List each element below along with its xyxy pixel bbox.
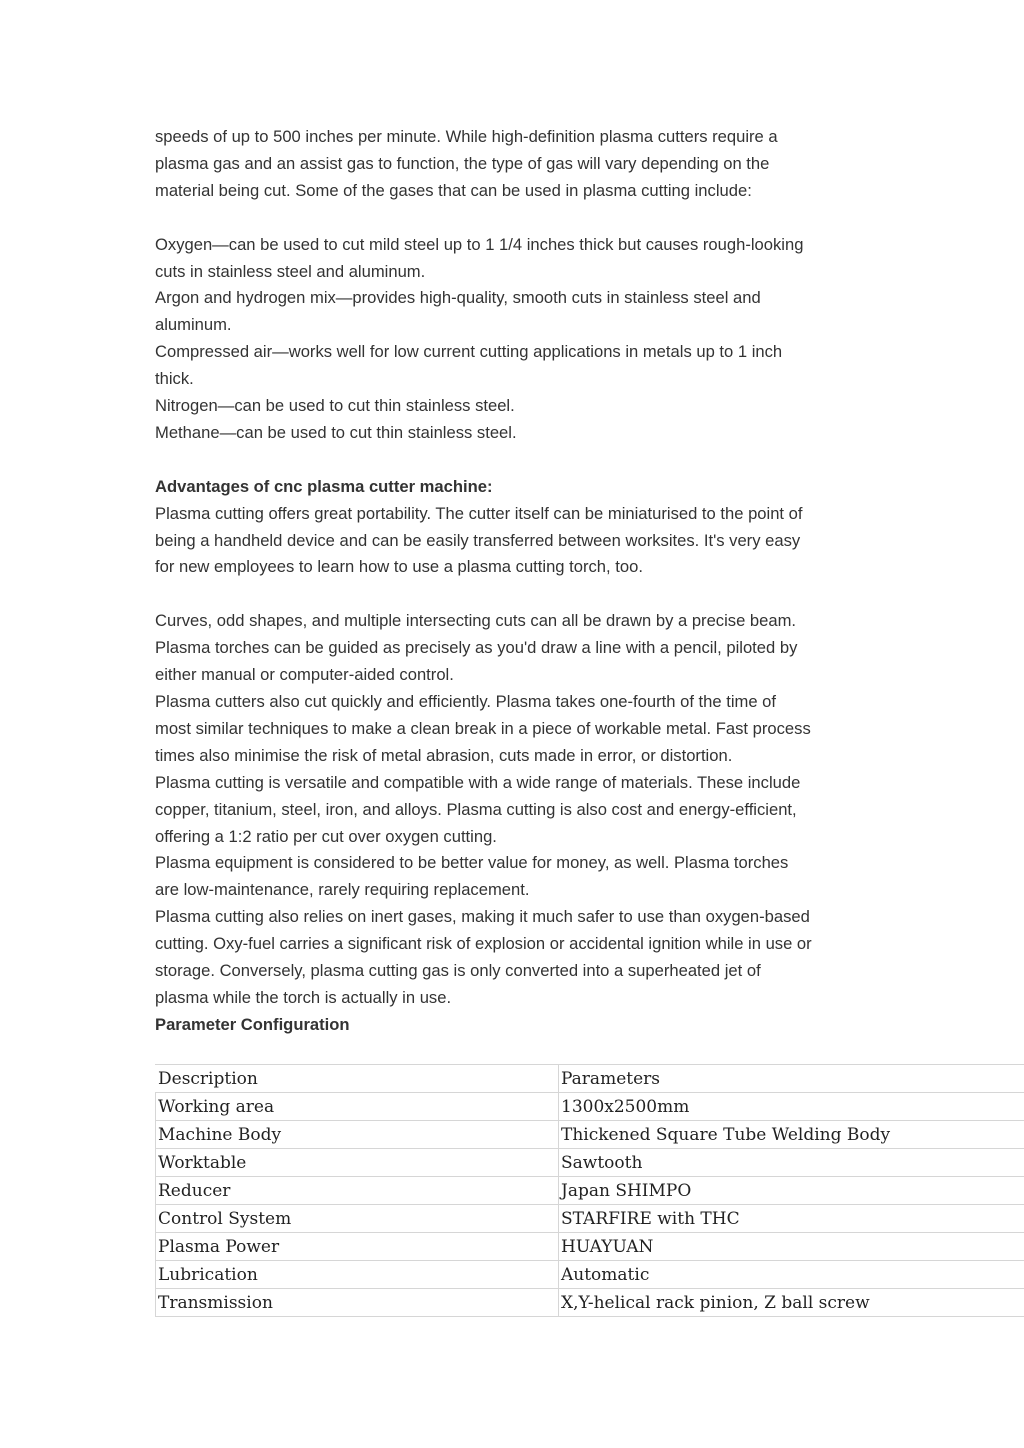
text-line: either manual or computer-aided control. (155, 665, 454, 685)
table-row (156, 1149, 1024, 1177)
text-line: speeds of up to 500 inches per minute. While high-definition plasma cutters require a (155, 127, 778, 146)
table-row (156, 1093, 1024, 1121)
table-row (156, 1121, 1024, 1149)
text-line: are low-maintenance, rarely requiring replacement. (155, 880, 530, 900)
text-line: storage. Conversely, plasma cutting gas is only converted into a superheated jet of (155, 961, 761, 981)
table-cell-parameter: Automatic (559, 1261, 1024, 1289)
table-row (156, 1289, 1024, 1317)
text-line: Plasma cutting also relies on inert gases, making it much safer to use than oxygen-based (155, 907, 810, 927)
text-line: copper, titanium, steel, iron, and alloys. Plasma cutting is also cost and energy-efficient, (155, 799, 797, 819)
parameter-heading: Parameter Configuration (155, 1014, 350, 1034)
text-line: plasma while the torch is actually in use. (155, 987, 452, 1007)
table-row (156, 1261, 1024, 1289)
text-line: aluminum. (155, 315, 232, 335)
table-cell-parameter: Sawtooth (559, 1149, 1024, 1177)
text-line: cutting. Oxy-fuel carries a significant risk of explosion or accidental ignition while in use or (155, 934, 812, 954)
table-header-row (156, 1065, 1024, 1093)
text-line: Nitrogen—can be used to cut thin stainless steel. (155, 396, 515, 416)
table-header-cell: Parameters (559, 1065, 1024, 1093)
details-paragraph (155, 608, 875, 1012)
table-cell-description: Transmission (156, 1289, 559, 1317)
table-row (156, 1205, 1024, 1233)
advantages-paragraph (155, 501, 875, 582)
article-body (155, 124, 875, 1039)
table-cell-description: Reducer (156, 1177, 559, 1205)
text-line: Compressed air—works well for low current cutting applications in metals up to 1 inch (155, 342, 783, 362)
text-line: offering a 1:2 ratio per cut over oxygen cutting. (155, 826, 497, 846)
table-header-cell: Description (156, 1065, 559, 1093)
table-row (156, 1233, 1024, 1261)
text-line: Plasma cutting is versatile and compatible with a wide range of materials. These include (155, 772, 801, 792)
table-cell-description: Lubrication (156, 1261, 559, 1289)
text-line: plasma gas and an assist gas to function, the type of gas will vary depending on the (155, 153, 770, 173)
text-line: for new employees to learn how to use a plasma cutting torch, too. (155, 557, 643, 577)
text-line: Plasma cutters also cut quickly and efficiently. Plasma takes one-fourth of the time of (155, 691, 777, 711)
document-page (155, 124, 1024, 1039)
paragraph-spacer (155, 447, 875, 474)
table-cell-parameter: Thickened Square Tube Welding Body (559, 1121, 1024, 1149)
table-cell-parameter: X,Y-helical rack pinion, Z ball screw (559, 1289, 1024, 1317)
table-cell-description: Worktable (156, 1149, 559, 1177)
text-line: Argon and hydrogen mix—provides high-quality, smooth cuts in stainless steel and (155, 288, 761, 308)
text-line: most similar techniques to make a clean break in a piece of workable metal. Fast process (155, 718, 811, 738)
table-cell-parameter: STARFIRE with THC (559, 1205, 1024, 1233)
text-line: Curves, odd shapes, and multiple intersecting cuts can all be drawn by a precise beam. (155, 611, 797, 631)
text-line: cuts in stainless steel and aluminum. (155, 261, 426, 281)
table-cell-description: Working area (156, 1093, 559, 1121)
text-line: material being cut. Some of the gases that can be used in plasma cutting include: (155, 180, 752, 200)
table-cell-parameter: Japan SHIMPO (559, 1177, 1024, 1205)
table-row (156, 1177, 1024, 1205)
text-line: Methane—can be used to cut thin stainless steel. (155, 422, 517, 442)
text-line: Plasma equipment is considered to be better value for money, as well. Plasma torches (155, 853, 789, 873)
table-cell-parameter: HUAYUAN (559, 1233, 1024, 1261)
paragraph-spacer (155, 581, 875, 608)
table-cell-description: Machine Body (156, 1121, 559, 1149)
text-line: being a handheld device and can be easily transferred between worksites. It's very easy (155, 530, 801, 550)
text-line: times also minimise the risk of metal abrasion, cuts made in error, or distortion. (155, 745, 733, 765)
intro-paragraph (155, 124, 875, 205)
text-line: Oxygen—can be used to cut mild steel up to 1 1/4 inches thick but causes rough-looking (155, 234, 804, 254)
text-line: Plasma torches can be guided as precisely as you'd draw a line with a pencil, piloted by (155, 638, 798, 658)
text-line: thick. (155, 369, 194, 389)
advantages-heading: Advantages of cnc plasma cutter machine: (155, 476, 493, 496)
gases-list (155, 232, 875, 447)
paragraph-spacer (155, 205, 875, 232)
table-cell-description: Control System (156, 1205, 559, 1233)
table-cell-description: Plasma Power (156, 1233, 559, 1261)
table-cell-parameter: 1300x2500mm (559, 1093, 1024, 1121)
text-line: Plasma cutting offers great portability. The cutter itself can be miniaturised to the point of (155, 503, 803, 523)
parameter-table (155, 1064, 1024, 1317)
